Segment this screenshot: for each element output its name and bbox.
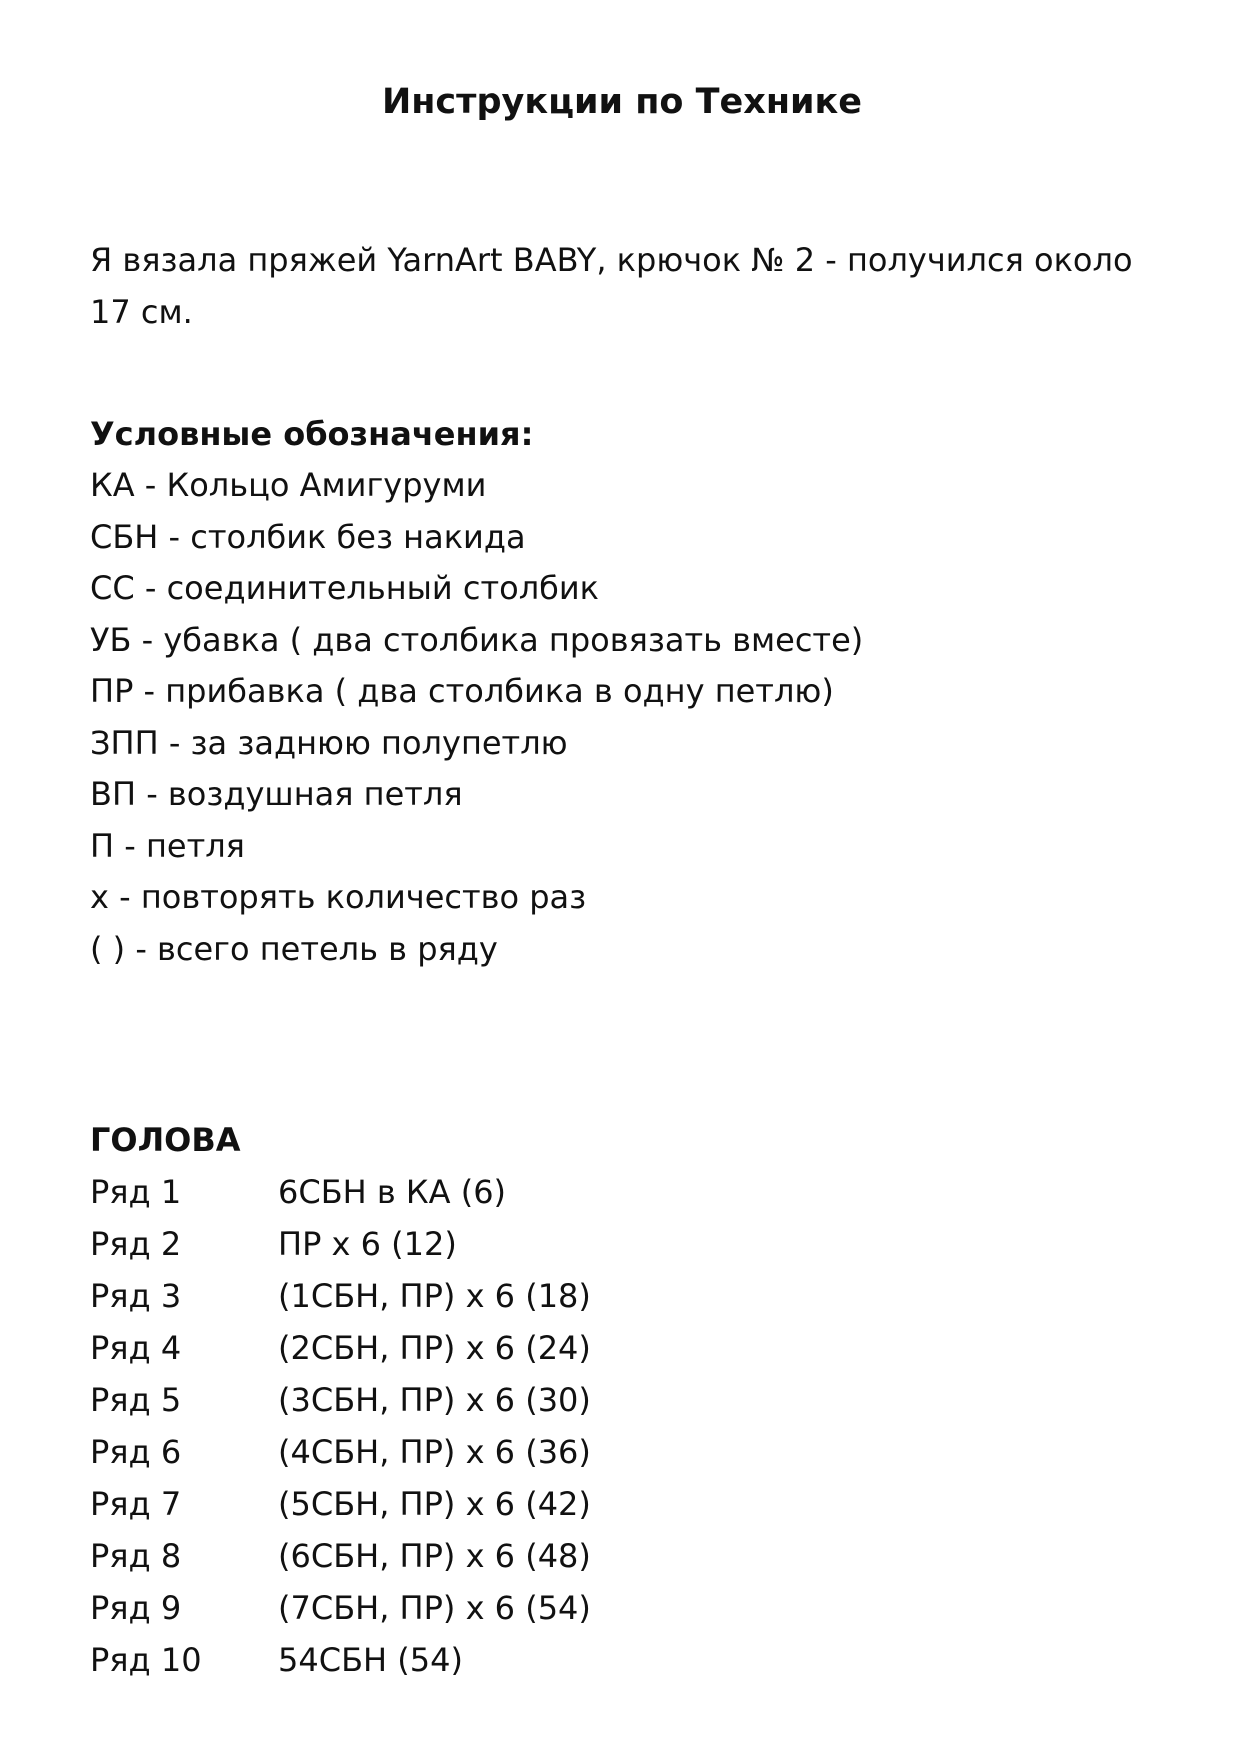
legend-item: УБ - убавка ( два столбика провязать вместе): [90, 620, 864, 659]
pattern-rows: [90, 1166, 591, 1686]
pattern-row: [90, 1478, 591, 1530]
pattern-row: [90, 1426, 591, 1478]
row-label: Ряд 1: [90, 1173, 182, 1211]
intro-paragraph: Я вязала пряжей YarnArt BABY, крючок № 2 - получился около 17 см.: [90, 241, 1133, 331]
row-label: Ряд 3: [90, 1277, 182, 1315]
row-label: Ряд 5: [90, 1381, 182, 1419]
row-label: Ряд 6: [90, 1433, 182, 1471]
row-label: Ряд 4: [90, 1329, 182, 1367]
pattern-row: [90, 1270, 591, 1322]
pattern-row: [90, 1374, 591, 1426]
row-pattern: ПР х 6 (12): [278, 1225, 457, 1263]
legend-item: П - петля: [90, 826, 245, 865]
row-label: Ряд 2: [90, 1225, 182, 1263]
pattern-row: [90, 1582, 591, 1634]
page-title: Инструкции по Технике: [381, 82, 863, 122]
legend-item: ВП - воздушная петля: [90, 775, 463, 813]
pattern-row: [90, 1634, 591, 1686]
section-heading-head: ГОЛОВА: [90, 1121, 241, 1159]
legend-heading: Условные обозначения:: [90, 415, 534, 453]
legend-list: [90, 460, 863, 975]
row-pattern: (3СБН, ПР) х 6 (30): [278, 1381, 591, 1419]
pattern-row: [90, 1530, 591, 1582]
legend-item: х - повторять количество раз: [90, 878, 587, 916]
pattern-row: [90, 1218, 591, 1270]
row-pattern: (7СБН, ПР) х 6 (54): [278, 1589, 591, 1627]
row-pattern: (5СБН, ПР) х 6 (42): [278, 1485, 591, 1523]
row-label: Ряд 8: [90, 1537, 182, 1575]
row-pattern: (6СБН, ПР) х 6 (48): [278, 1537, 591, 1575]
pattern-row: [90, 1166, 591, 1218]
row-label: Ряд 10: [90, 1641, 202, 1679]
row-pattern: 54СБН (54): [278, 1641, 463, 1679]
legend-item: ПР - прибавка ( два столбика в одну петлю): [90, 672, 834, 710]
legend-item: ( ) - всего петель в ряду: [90, 929, 498, 968]
pattern-row: [90, 1322, 591, 1374]
legend-item: ЗПП - за заднюю полупетлю: [90, 723, 568, 762]
row-label: Ряд 7: [90, 1485, 182, 1523]
row-pattern: (1СБН, ПР) х 6 (18): [278, 1277, 591, 1315]
row-pattern: (4СБН, ПР) х 6 (36): [278, 1433, 591, 1471]
legend-item: СС - соединительный столбик: [90, 569, 599, 607]
row-pattern: (2СБН, ПР) х 6 (24): [278, 1329, 591, 1367]
legend-item: КА - Кольцо Амигуруми: [90, 466, 487, 504]
row-pattern: 6СБН в КА (6): [278, 1173, 507, 1211]
row-label: Ряд 9: [90, 1589, 182, 1627]
legend-item: СБН - столбик без накида: [90, 517, 526, 556]
